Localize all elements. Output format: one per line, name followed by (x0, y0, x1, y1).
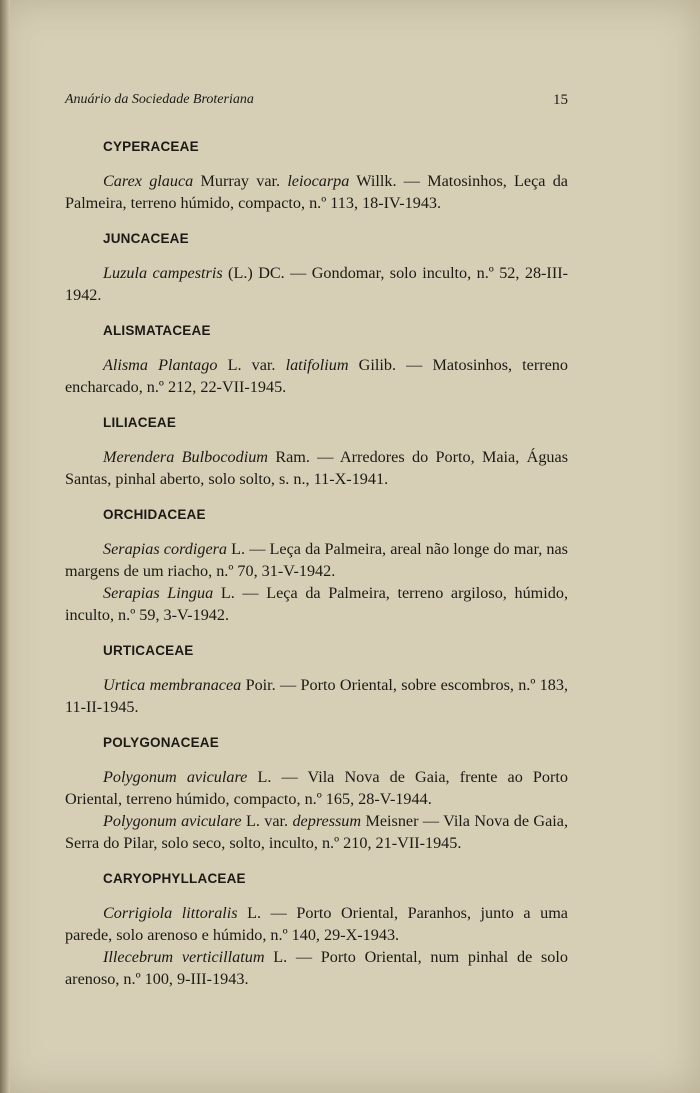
running-title: Anuário da Sociedade Broteriana (65, 92, 254, 107)
taxon-name: Serapias cordigera (103, 540, 228, 558)
species-entry (65, 674, 568, 718)
taxon-name: Carex glauca (103, 172, 194, 190)
taxon-name: Luzula campestris (103, 264, 223, 282)
family-heading: ORCHIDACEAE (103, 507, 206, 522)
authority-text: L. var. (241, 812, 293, 830)
locality-text: Gilib. — Matosinhos, terreno encharcado, n.º 212, 22-VII-1945. (65, 356, 568, 396)
taxon-name: Illecebrum verticillatum (103, 948, 265, 966)
authority-text: L. var. (217, 356, 286, 374)
species-entry (65, 766, 568, 810)
authority-text: L. — Vila Nova de Gaia, frente ao Porto Oriental, terreno húmido, compacto, n.º 165, 28-V-1944. (65, 768, 568, 808)
authority-text: L. — Leça da Palmeira, terreno argiloso, húmido, inculto, n.º 59, 3-V-1942. (65, 584, 568, 624)
infraspecific-name: depressum (292, 812, 362, 830)
taxon-name: Corrigiola littoralis (103, 904, 238, 922)
running-header (65, 92, 568, 108)
taxon-name: Merendera Bulbocodium (103, 448, 268, 466)
page-number: 15 (553, 92, 568, 108)
taxon-name: Urtica membranacea (103, 676, 242, 694)
authority-text: Murray var. (193, 172, 288, 190)
authority-text: (L.) DC. — Gondomar, solo inculto, n.º 52, 28-III-1942. (65, 264, 568, 304)
species-entry (65, 582, 568, 626)
species-entry (65, 902, 568, 946)
taxon-name: Polygonum aviculare (103, 812, 242, 830)
authority-text: Ram. — Arredores do Porto, Maia, Águas Santas, pinhal aberto, solo solto, s. n., 11-X-1941. (65, 448, 568, 488)
authority-text: L. — Leça da Palmeira, areal não longe do mar, nas margens de um riacho, n.º 70, 31-V-1942. (65, 540, 568, 580)
species-entry (65, 446, 568, 490)
page-content (65, 136, 568, 1004)
locality-text: Meisner — Vila Nova de Gaia, Serra do Pilar, solo seco, solto, inculto, n.º 210, 21-VII-1945. (65, 812, 569, 852)
authority-text: L. — Porto Oriental, num pinhal de solo arenoso, n.º 100, 9-III-1943. (65, 948, 568, 988)
species-entry (65, 262, 568, 306)
infraspecific-name: latifolium (285, 356, 349, 374)
family-heading: CYPERACEAE (103, 139, 199, 154)
page-spine-shadow (0, 0, 10, 1093)
species-entry (65, 946, 568, 990)
species-entry (65, 810, 568, 854)
taxon-name: Alisma Plantago (103, 356, 218, 374)
species-entry (65, 538, 568, 582)
infraspecific-name: leiocarpa (287, 172, 350, 190)
authority-text: Poir. — Porto Oriental, sobre escombros, n.º 183, 11-II-1945. (65, 676, 568, 716)
family-heading: CARYOPHYLLACEAE (103, 871, 246, 886)
taxon-name: Serapias Lingua (103, 584, 214, 602)
taxon-name: Polygonum aviculare (103, 768, 248, 786)
family-heading: ALISMATACEAE (103, 323, 211, 338)
species-entry (65, 354, 568, 398)
locality-text: Willk. — Matosinhos, Leça da Palmeira, terreno húmido, compacto, n.º 113, 18-IV-1943. (65, 172, 568, 212)
species-entry (65, 170, 568, 214)
family-heading: LILIACEAE (103, 415, 177, 430)
authority-text: L. — Porto Oriental, Paranhos, junto a uma parede, solo arenoso e húmido, n.º 140, 29-X-1943. (65, 904, 568, 944)
family-heading: JUNCACEAE (103, 231, 189, 246)
family-heading: POLYGONACEAE (103, 735, 219, 750)
family-heading: URTICACEAE (103, 643, 194, 658)
